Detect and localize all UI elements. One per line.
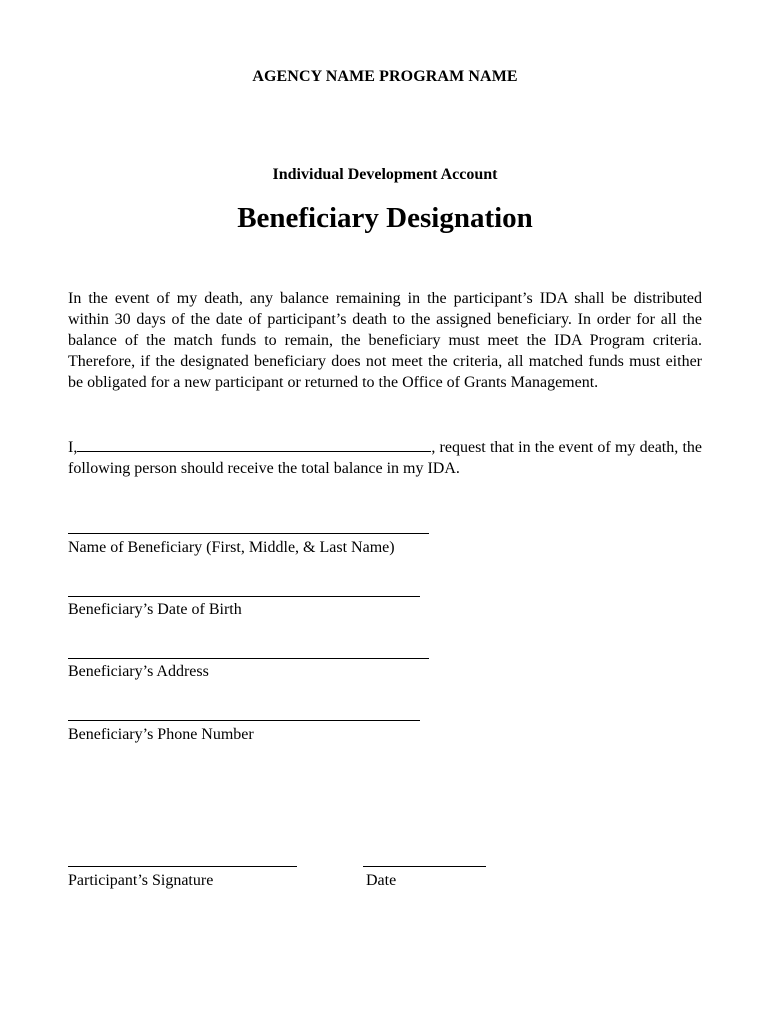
intro-paragraph: In the event of my death, any balance remaining in the participant’s IDA shall be distributed within 30 days of the date of participant’s death to the assigned beneficiary. In order for all the balance of the match funds to remain, the beneficiary must meet the IDA Program criteria. Therefore, if the designated beneficiary does not meet the criteria, all matched funds must either be obligated for a new participant or returned to the Office of Grants Management. [68, 290, 702, 391]
request-prefix: I, [68, 439, 78, 456]
participant-signature-line[interactable] [68, 866, 297, 867]
page-title: Beneficiary Designation [237, 202, 533, 234]
request-suffix: , request that in the event of my death, the following person should receive the total balance in my IDA. [68, 439, 702, 477]
beneficiary-address-label: Beneficiary’s Address [68, 663, 209, 680]
beneficiary-dob-label: Beneficiary’s Date of Birth [68, 601, 242, 618]
date-label: Date [366, 872, 397, 889]
beneficiary-address-line[interactable] [68, 658, 429, 659]
date-line[interactable] [363, 866, 486, 867]
beneficiary-dob-line[interactable] [68, 596, 420, 597]
beneficiary-name-label: Name of Beneficiary (First, Middle, & Last Name) [68, 539, 395, 556]
account-type-heading: Individual Development Account [272, 166, 498, 183]
participant-name-blank[interactable] [77, 436, 431, 452]
beneficiary-name-line[interactable] [68, 533, 429, 534]
beneficiary-phone-line[interactable] [68, 720, 420, 721]
beneficiary-phone-label: Beneficiary’s Phone Number [68, 726, 254, 743]
participant-signature-label: Participant’s Signature [68, 872, 214, 889]
request-paragraph [68, 436, 702, 479]
agency-program-name: AGENCY NAME PROGRAM NAME [252, 68, 518, 85]
